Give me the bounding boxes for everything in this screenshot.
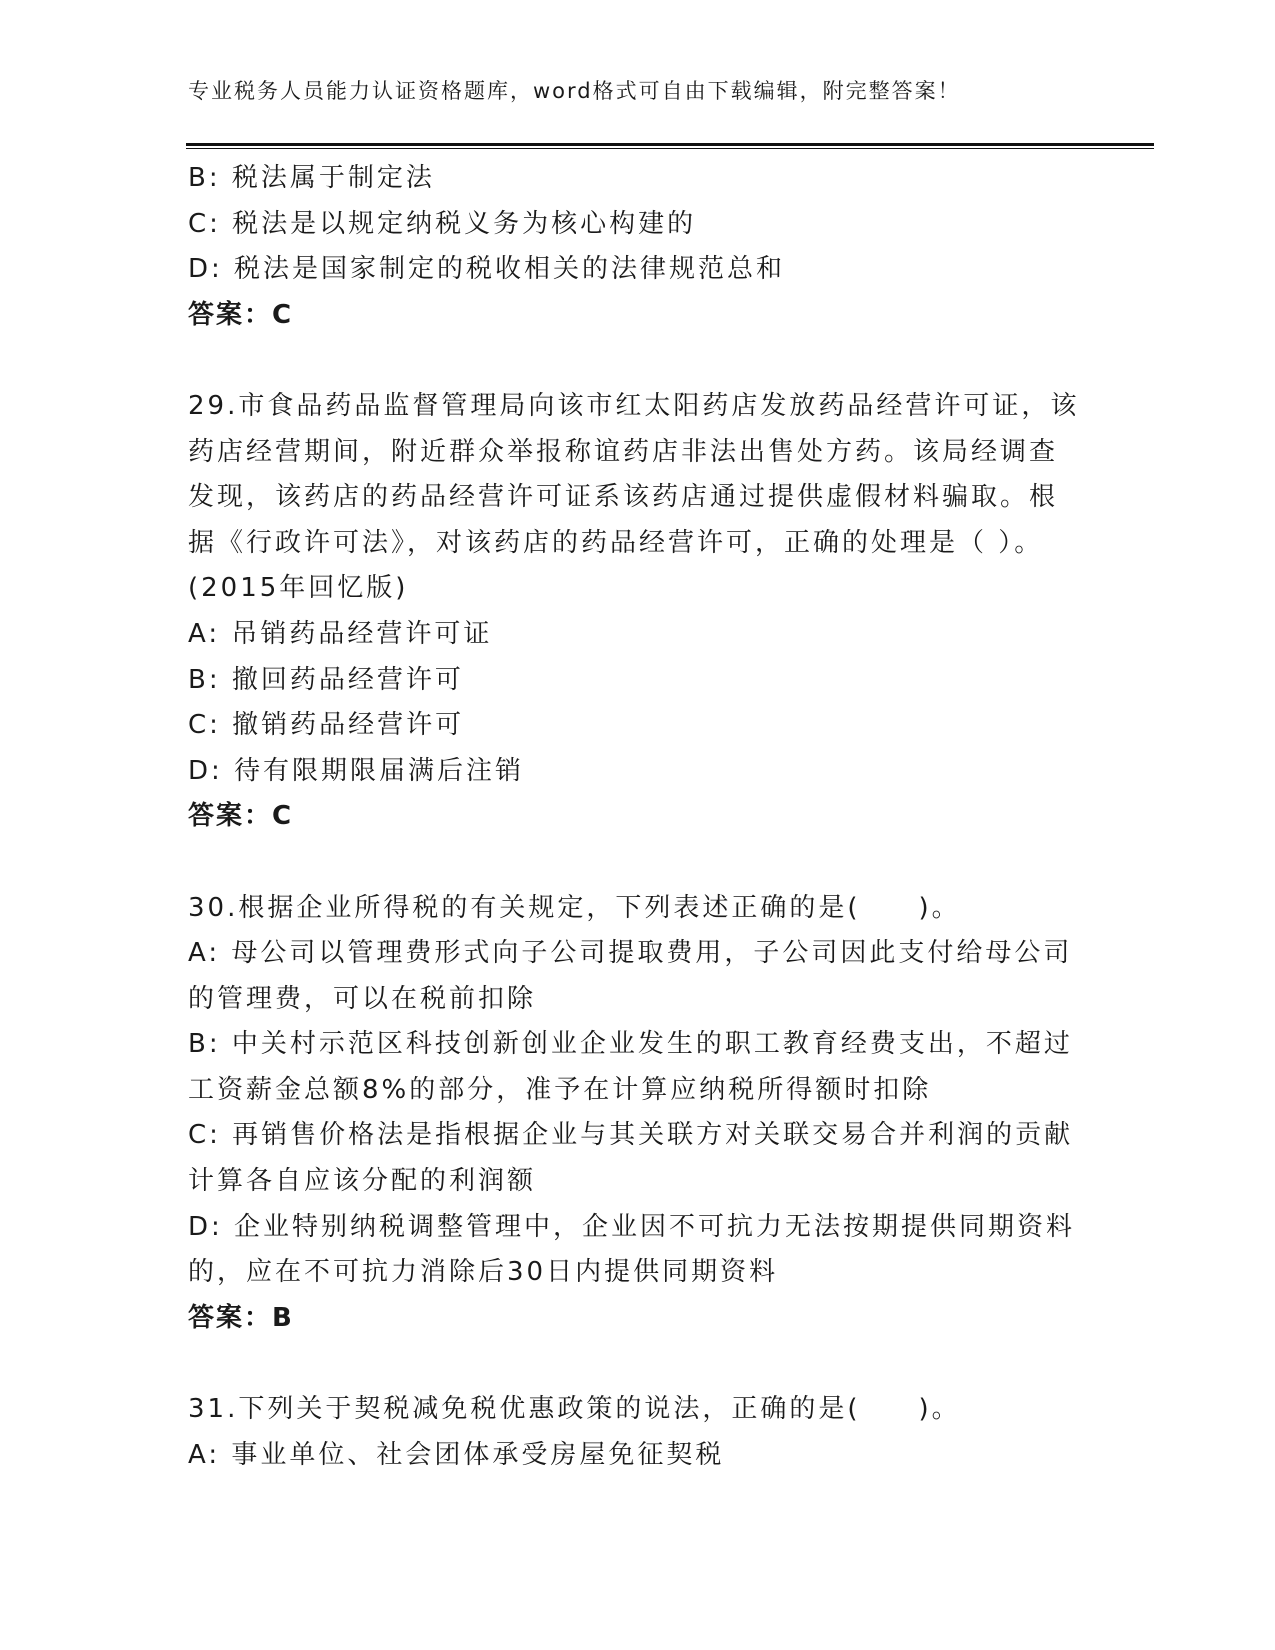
- option-line: D: 待有限期限届满后注销: [188, 755, 525, 786]
- question-stem-line: 据《行政许可法》，对该药店的药品经营许可，正确的处理是（ ）。: [188, 527, 1044, 558]
- answer-line: 答案：C: [188, 801, 294, 832]
- option-line: D: 税法是国家制定的税收相关的法律规范总和: [188, 254, 786, 285]
- option-line: A: 事业单位、社会团体承受房屋免征契税: [188, 1439, 725, 1470]
- question-stem-line: 31.下列关于契税减免税优惠政策的说法，正确的是( )。: [188, 1394, 961, 1425]
- option-line: 的，应在不可抗力消除后30日内提供同期资料: [188, 1257, 779, 1288]
- option-line: A: 吊销药品经营许可证: [188, 618, 493, 649]
- option-line: 计算各自应该分配的利润额: [188, 1166, 537, 1197]
- option-line: A: 母公司以管理费形式向子公司提取费用，子公司因此支付给母公司: [188, 938, 1073, 969]
- option-line: B: 税法属于制定法: [188, 163, 435, 193]
- question-stem-line: 30.根据企业所得税的有关规定，下列表述正确的是( )。: [188, 892, 961, 923]
- spacer: [188, 338, 1068, 384]
- option-line: C: 税法是以规定纳税义务为核心构建的: [188, 208, 697, 239]
- header-divider: [186, 143, 1154, 146]
- question-stem-line: 29.市食品药品监督管理局向该市红太阳药店发放药品经营许可证，该: [188, 390, 1080, 421]
- page-header: 专业税务人员能力认证资格题库，word格式可自由下载编辑，附完整答案！: [188, 79, 961, 103]
- option-line: D: 企业特别纳税调整管理中，企业因不可抗力无法按期提供同期资料: [188, 1211, 1076, 1242]
- document-body: [188, 156, 1080, 1478]
- question-stem-line: 发现，该药店的药品经营许可证系该药店通过提供虚假材料骗取。根: [188, 482, 1059, 513]
- answer-line: 答案：B: [188, 1302, 294, 1333]
- question-stem-line: 药店经营期间，附近群众举报称谊药店非法出售处方药。该局经调查: [188, 436, 1059, 467]
- option-line: B: 中关村示范区科技创新创业企业发生的职工教育经费支出，不超过: [188, 1029, 1073, 1060]
- question-stem-line: (2015年回忆版): [188, 573, 409, 604]
- option-line: C: 撤销药品经营许可: [188, 710, 465, 741]
- spacer: [188, 840, 1068, 886]
- option-line: C: 再销售价格法是指根据企业与其关联方对关联交易合并利润的贡献: [188, 1120, 1074, 1151]
- option-line: 工资薪金总额8%的部分，准予在计算应纳税所得额时扣除: [188, 1074, 932, 1105]
- spacer: [188, 1341, 1068, 1387]
- answer-line: 答案：C: [188, 299, 294, 330]
- option-line: 的管理费，可以在税前扣除: [188, 983, 537, 1014]
- option-line: B: 撤回药品经营许可: [188, 664, 464, 695]
